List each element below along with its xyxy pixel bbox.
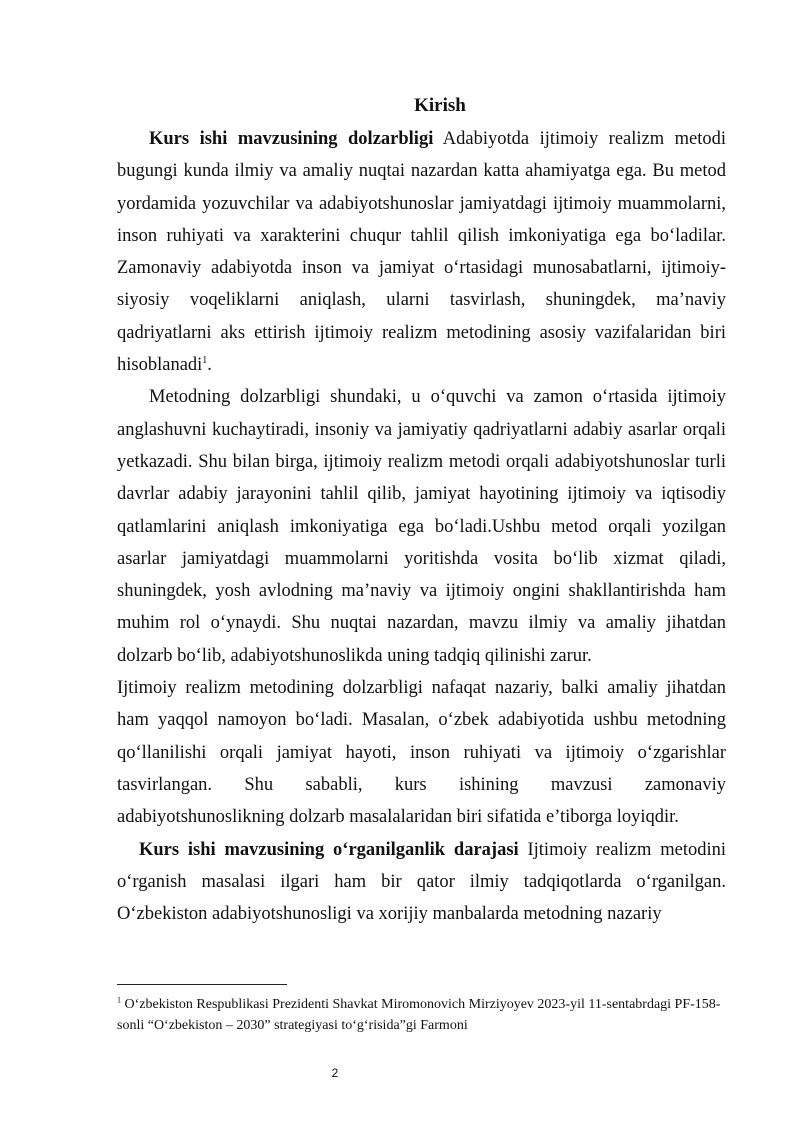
paragraph-lead-study-degree: Kurs ishi mavzusining o‘rganilganlik darajasi <box>139 839 519 860</box>
paragraph-method-relevance: Metodning dolzarbligi shundaki, u o‘quvchi va zamon o‘rtasida ijtimoiy anglashuvni kuchaytiradi, insoniy va jamiyatiy qadriyatlarni adabiy asarlar orqali yetkazadi. Shu bilan birga, ijtimoiy realizm metodi orqali adabiyotshunoslar turli davrlar adabiy jarayonini tahlil qilib, jamiyat hayotining ijtimoiy va iqtisodiy qatlamlarini aniqlash imkoniyatiga ega bo‘ladi.Ushbu metod orqali yozilgan asarlar jamiyatdagi muammolarni yoritishda vosita bo‘lib xizmat qiladi, shuningdek, yosh avlodning ma’naviy va ijtimoiy ongini shakllantirishda ham muhim rol o‘ynaydi. Shu nuqtai nazardan, mavzu ilmiy va amaliy jihatdan dolzarb bo‘lib, adabiyotshunoslikda uning tadqiq qilinishi zarur. <box>117 387 726 666</box>
section-title: Kirish <box>414 95 466 116</box>
paragraph-end: . <box>207 355 212 376</box>
paragraph-text: Ijtimoiy realizm metodini o‘rganish masalasi ilgari ham bir qator ilmiy tadqiqotlarda o‘rganilgan. O‘zbekiston adabiyotshunosligi va xorijiy manbalarda metodning nazariy <box>117 839 726 925</box>
paragraph-lead-relevance: Kurs ishi mavzusining dolzarbligi <box>149 129 434 149</box>
footnote-number: 1 <box>117 995 121 1005</box>
footnote-separator <box>117 984 287 985</box>
footnote-reference[interactable]: 1 <box>202 354 208 366</box>
footnote-text: O‘zbekiston Respublikasi Prezidenti Shavkat Miromonovich Mirziyoyev 2023-yil 11-sentabrdagi PF-158-sonli “O‘zbekiston – 2030” strategiyasi to‘g‘risida”gi Farmoni <box>117 997 721 1033</box>
document-body <box>117 123 726 930</box>
paragraph-relevance <box>117 123 726 381</box>
paragraph-practical: Ijtimoiy realizm metodining dolzarbligi nafaqat nazariy, balki amaliy jihatdan ham yaqqol namoyon bo‘ladi. Masalan, o‘zbek adabiyotida ushbu metodning qo‘llanilishi orqali jamiyat hayoti, inson ruhiyati va ijtimoiy o‘zgarishlar tasvirlangan. Shu sababli, kurs ishining mavzusi zamonaviy adabiyotshunoslikning dolzarb masalalaridan biri sifatida e’tiborga loyiqdir. <box>117 678 726 828</box>
paragraph-study-degree <box>117 834 726 931</box>
footnote <box>117 994 726 1036</box>
paragraph-text: Adabiyotda ijtimoiy realizm metodi bugungi kunda ilmiy va amaliy nuqtai nazardan katta ahamiyatga ega. Bu metod yordamida yozuvchilar va adabiyotshunoslar jamiyatdagi ijtimoiy muammolarni, inson ruhiyati va xarakterini chuqur tahlil qilish imkoniyatiga ega bo‘ladilar. Zamonaviy adabiyotda inson va jamiyat o‘rtasidagi munosabatlarni, ijtimoiy-siyosiy voqeliklarni aniqlash, ularni tasvirlash, shuningdek, ma’naviy qadriyatlarni aks ettirish ijtimoiy realizm metodining asosiy vazifalaridan biri hisoblanadi <box>117 129 726 376</box>
page-number: 2 <box>331 1066 339 1080</box>
